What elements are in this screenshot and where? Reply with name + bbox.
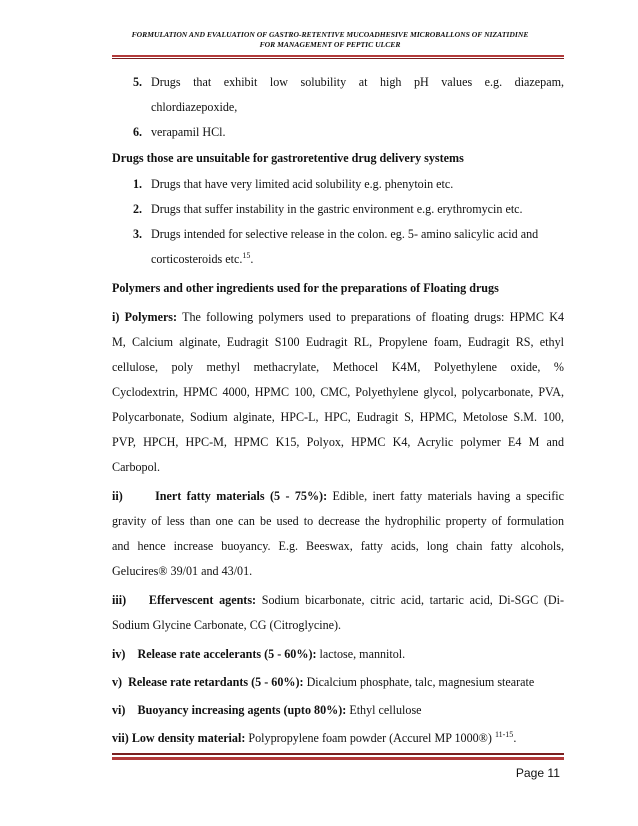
header-rule — [112, 55, 564, 57]
paragraph-label: vi) Buoyancy increasing agents (upto 80%): — [112, 703, 347, 717]
list-item-text: corticosteroids etc. — [151, 252, 243, 266]
list-item-text: chlordiazepoxide, — [151, 100, 238, 114]
paragraph-line — [112, 670, 534, 695]
paragraph-line: gravity of less than one can be used to decrease the hydrophilic property of formulation — [112, 514, 564, 528]
citation-superscript: 15 — [242, 250, 251, 260]
list-number: 3. — [133, 227, 143, 241]
paragraph-text: Polypropylene foam powder (Accurel MP 1000®) — [248, 731, 492, 745]
list-number: 2. — [133, 202, 143, 216]
paragraph-line: Gelucires® 39/01 and 43/01. — [112, 564, 253, 578]
paragraph-label: i) Polymers: — [112, 310, 178, 324]
footer-rule — [112, 757, 564, 760]
paragraph-text: lactose, mannitol. — [319, 647, 406, 661]
paragraph-label: ii) Inert fatty materials (5 - 75%): — [112, 489, 328, 503]
citation-superscript: 11-15 — [494, 729, 514, 739]
page-number: Page 11 — [515, 766, 560, 780]
paragraph-label: iii) Effervescent agents: — [112, 593, 257, 607]
header-line-1: FORMULATION AND EVALUATION OF GASTRO-RETENTIVE MUCOADHESIVE MICROBALLONS OF NIZATIDINE — [131, 30, 529, 39]
list-item-text: Drugs that suffer instability in the gastric environment e.g. erythromycin etc. — [151, 202, 523, 216]
paragraph-text: Sodium bicarbonate, citric acid, tartaric acid, Di-SGC (Di- — [261, 593, 565, 607]
paragraph-text: Ethyl cellulose — [349, 703, 422, 717]
header-rule-thin — [112, 58, 564, 59]
list-number: 6. — [133, 125, 143, 139]
paragraph-label: vii) Low density material: — [112, 731, 246, 745]
footer-rule-thin — [112, 753, 564, 755]
list-item-text: verapamil HCl. — [151, 125, 226, 139]
paragraph-line: M, Calcium alginate, Eudragit S100 Eudragit RL, Propylene foam, Eudragit RS, ethyl — [112, 335, 564, 349]
paragraph-line — [112, 642, 405, 667]
running-header — [100, 30, 560, 50]
section-heading: Polymers and other ingredients used for the preparations of Floating drugs — [112, 281, 499, 295]
paragraph-line — [112, 726, 516, 751]
paragraph-line — [112, 698, 422, 723]
paragraph-line — [112, 588, 564, 613]
header-line-2: FOR MANAGEMENT OF PEPTIC ULCER — [259, 40, 401, 49]
section-heading: Drugs those are unsuitable for gastroretentive drug delivery systems — [112, 151, 464, 165]
paragraph-line: Carbopol. — [112, 460, 161, 474]
paragraph-line — [112, 305, 564, 330]
paragraph-line: PVP, HPCH, HPC-M, HPMC K15, Polyox, HPMC K4, Acrylic polymer E4 M and — [112, 435, 564, 449]
list-number: 1. — [133, 177, 143, 191]
paragraph-line: Cyclodextrin, HPMC 4000, HPMC 100, CMC, Polyethylene glycol, polycarbonate, PVA, — [112, 385, 564, 399]
paragraph-label: v) Release rate retardants (5 - 60%): — [112, 675, 304, 689]
punctuation: . — [250, 252, 254, 266]
list-number: 5. — [133, 75, 143, 89]
paragraph-line: Sodium Glycine Carbonate, CG (Citroglycine). — [112, 618, 342, 632]
paragraph-line: and hence increase buoyancy. E.g. Beeswax, fatty acids, long chain fatty alcohols, — [112, 539, 564, 553]
paragraph-line: Polycarbonate, Sodium alginate, HPC-L, HPC, Eudragit S, HPMC, Metolose S.M. 100, — [112, 410, 564, 424]
paragraph-line: cellulose, poly methyl methacrylate, Methocel K4M, Polyethylene oxide, % — [112, 360, 564, 374]
list-item-text: Drugs intended for selective release in the colon. eg. 5- amino salicylic acid and — [151, 227, 539, 241]
list-item-continuation — [151, 247, 253, 272]
punctuation: . — [513, 731, 517, 745]
paragraph-label: iv) Release rate accelerants (5 - 60%): — [112, 647, 317, 661]
paragraph-text: The following polymers used to preparations of floating drugs: HPMC K4 — [182, 310, 565, 324]
paragraph-text: Edible, inert fatty materials having a specific — [332, 489, 564, 503]
paragraph-text: Dicalcium phosphate, talc, magnesium stearate — [306, 675, 535, 689]
paragraph-line — [112, 484, 564, 509]
list-item-text: Drugs that have very limited acid solubility e.g. phenytoin etc. — [151, 177, 454, 191]
list-item-text: Drugs that exhibit low solubility at high pH values e.g. diazepam, — [151, 75, 564, 89]
